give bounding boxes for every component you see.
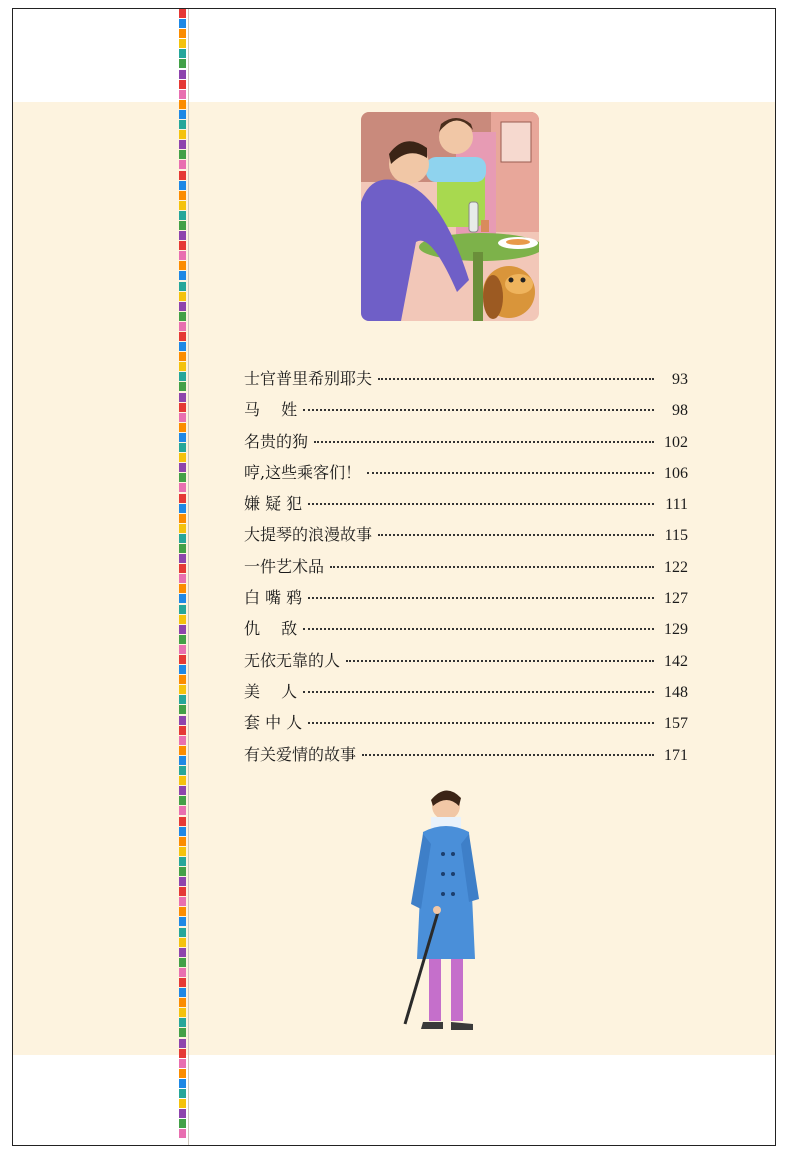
toc-page-number: 122	[664, 558, 688, 576]
binding-color-segment	[179, 645, 186, 654]
binding-color-segment	[179, 877, 186, 886]
binding-color-segment	[179, 665, 186, 674]
toc-leader-dots	[378, 378, 654, 380]
binding-color-segment	[179, 948, 186, 957]
binding-color-segment	[179, 1039, 186, 1048]
binding-color-segment	[179, 544, 186, 553]
toc-entry-title: 美 人	[244, 681, 298, 701]
binding-color-segment	[179, 857, 186, 866]
man-with-cane-illustration	[401, 784, 493, 1034]
binding-color-segment	[179, 988, 186, 997]
toc-page-number: 98	[672, 402, 688, 420]
toc-entry[interactable]	[244, 616, 688, 647]
binding-color-segment	[179, 847, 186, 856]
binding-color-segment	[179, 594, 186, 603]
toc-entry-title: 一件艺术品	[244, 556, 325, 576]
binding-color-segment	[179, 746, 186, 755]
toc-leader-dots	[308, 597, 654, 599]
binding-color-segment	[179, 231, 186, 240]
binding-color-segment	[179, 39, 186, 48]
toc-entry-title: 哼,这些乘客们！	[244, 462, 362, 482]
toc-entry-title: 有关爱情的故事	[244, 744, 357, 764]
toc-page-number: 157	[664, 715, 688, 733]
binding-color-segment	[179, 1109, 186, 1118]
binding-color-segment	[179, 342, 186, 351]
toc-leader-dots	[346, 660, 654, 662]
binding-color-segment	[179, 171, 186, 180]
binding-color-segment	[179, 181, 186, 190]
toc-leader-dots	[308, 722, 654, 724]
toc-entry-title: 套 中 人	[244, 713, 303, 733]
binding-color-segment	[179, 766, 186, 775]
binding-color-segment	[179, 191, 186, 200]
binding-color-segment	[179, 1089, 186, 1098]
binding-color-segment	[179, 201, 186, 210]
binding-color-segment	[179, 907, 186, 916]
binding-color-segment	[179, 130, 186, 139]
binding-color-segment	[179, 675, 186, 684]
binding-color-segment	[179, 261, 186, 270]
binding-color-segment	[179, 372, 186, 381]
toc-page-number: 142	[664, 652, 688, 670]
binding-color-segment	[179, 382, 186, 391]
binding-color-segment	[179, 817, 186, 826]
toc-page-number: 102	[664, 433, 688, 451]
binding-color-segment	[179, 403, 186, 412]
binding-color-segment	[179, 100, 186, 109]
binding-color-segment	[179, 473, 186, 482]
toc-entry-title: 士官普里希别耶夫	[244, 369, 373, 388]
binding-color-segment	[179, 554, 186, 563]
toc-leader-dots	[367, 472, 654, 474]
binding-color-segment	[179, 322, 186, 331]
binding-color-segment	[179, 332, 186, 341]
binding-color-segment	[179, 584, 186, 593]
toc-page-number: 148	[664, 683, 688, 701]
binding-color-segment	[179, 160, 186, 169]
toc-leader-dots	[378, 534, 654, 536]
binding-color-segment	[179, 564, 186, 573]
spine-edge-line	[188, 9, 189, 1146]
binding-color-segment	[179, 29, 186, 38]
toc-leader-dots	[303, 409, 654, 411]
binding-color-segment	[179, 867, 186, 876]
binding-color-segment	[179, 504, 186, 513]
binding-color-segment	[179, 806, 186, 815]
binding-color-segment	[179, 574, 186, 583]
binding-color-segment	[179, 483, 186, 492]
binding-color-segment	[179, 605, 186, 614]
binding-color-segment	[179, 625, 186, 634]
binding-color-segment	[179, 705, 186, 714]
two-men-with-dog-illustration	[361, 112, 539, 321]
toc-entry[interactable]	[244, 554, 688, 585]
binding-color-segment	[179, 615, 186, 624]
binding-color-segment	[179, 433, 186, 442]
binding-color-segment	[179, 695, 186, 704]
binding-color-segment	[179, 393, 186, 402]
binding-color-segment	[179, 312, 186, 321]
toc-page-number: 115	[664, 527, 688, 545]
binding-color-segment	[179, 1119, 186, 1128]
binding-color-segment	[179, 211, 186, 220]
toc-entry[interactable]	[244, 429, 688, 460]
binding-color-segment	[179, 140, 186, 149]
toc-entry[interactable]	[244, 585, 688, 616]
binding-color-segment	[179, 1099, 186, 1108]
toc-entry[interactable]	[244, 742, 688, 773]
binding-color-segment	[179, 1079, 186, 1088]
binding-color-segment	[179, 302, 186, 311]
toc-entry[interactable]	[244, 491, 688, 522]
binding-color-segment	[179, 524, 186, 533]
toc-entry[interactable]	[244, 710, 688, 741]
binding-color-segment	[179, 978, 186, 987]
binding-color-segment	[179, 837, 186, 846]
binding-color-segment	[179, 1008, 186, 1017]
binding-color-segment	[179, 716, 186, 725]
binding-color-segment	[179, 241, 186, 250]
binding-color-segment	[179, 413, 186, 422]
toc-entry-title: 嫌 疑 犯	[244, 494, 303, 514]
binding-color-segment	[179, 827, 186, 836]
binding-color-segment	[179, 1018, 186, 1027]
toc-leader-dots	[308, 503, 654, 505]
binding-color-segment	[179, 352, 186, 361]
toc-page-number: 111	[665, 496, 688, 514]
binding-color-segment	[179, 938, 186, 947]
binding-color-segment	[179, 362, 186, 371]
toc-page-number: 129	[664, 621, 688, 639]
binding-color-segment	[179, 796, 186, 805]
toc-entry-title: 无依无靠的人	[244, 650, 341, 670]
binding-color-segment	[179, 998, 186, 1007]
toc-entry[interactable]	[244, 366, 688, 397]
binding-color-segment	[179, 736, 186, 745]
binding-color-segment	[179, 1049, 186, 1058]
toc-entry[interactable]	[244, 522, 688, 553]
toc-entry[interactable]	[244, 460, 688, 491]
binding-color-segment	[179, 1129, 186, 1138]
binding-color-segment	[179, 463, 186, 472]
binding-color-segment	[179, 726, 186, 735]
toc-entry[interactable]	[244, 648, 688, 679]
binding-color-segment	[179, 59, 186, 68]
binding-color-segment	[179, 110, 186, 119]
toc-entry-title: 仇 敌	[244, 619, 298, 639]
binding-color-segment	[179, 776, 186, 785]
binding-color-segment	[179, 49, 186, 58]
binding-color-segment	[179, 917, 186, 926]
toc-entry-title: 马 姓	[244, 400, 298, 420]
toc-leader-dots	[330, 566, 654, 568]
binding-color-segment	[179, 120, 186, 129]
binding-color-segment	[179, 514, 186, 523]
toc-leader-dots	[362, 754, 654, 756]
binding-color-segment	[179, 453, 186, 462]
toc-entry-title: 名贵的狗	[244, 431, 309, 451]
binding-color-segment	[179, 271, 186, 280]
table-of-contents	[244, 366, 688, 773]
toc-leader-dots	[303, 691, 654, 693]
binding-color-segment	[179, 1028, 186, 1037]
toc-leader-dots	[303, 628, 654, 630]
binding-color-segment	[179, 786, 186, 795]
binding-color-segment	[179, 887, 186, 896]
binding-color-segment	[179, 150, 186, 159]
toc-page-number: 171	[664, 746, 688, 764]
binding-color-segment	[179, 221, 186, 230]
binding-color-segment	[179, 897, 186, 906]
binding-color-segment	[179, 534, 186, 543]
binding-color-segment	[179, 80, 186, 89]
binding-color-segment	[179, 70, 186, 79]
binding-color-segment	[179, 251, 186, 260]
toc-entry[interactable]	[244, 397, 688, 428]
binding-color-segment	[179, 90, 186, 99]
binding-color-segment	[179, 282, 186, 291]
toc-entry[interactable]	[244, 679, 688, 710]
binding-color-segment	[179, 635, 186, 644]
toc-leader-dots	[314, 441, 654, 443]
toc-entry-title: 大提琴的浪漫故事	[244, 525, 373, 545]
binding-color-segment	[179, 1069, 186, 1078]
toc-entry-title: 白 嘴 鸦	[244, 588, 303, 608]
binding-color-segment	[179, 9, 186, 18]
binding-color-segment	[179, 928, 186, 937]
toc-page-number: 106	[664, 464, 688, 482]
binding-color-segment	[179, 968, 186, 977]
binding-color-segment	[179, 494, 186, 503]
binding-color-segment	[179, 756, 186, 765]
binding-color-segment	[179, 19, 186, 28]
binding-color-segment	[179, 443, 186, 452]
binding-color-segment	[179, 1059, 186, 1068]
binding-color-segment	[179, 655, 186, 664]
book-page	[12, 8, 776, 1146]
binding-color-segment	[179, 958, 186, 967]
toc-page-number: 127	[664, 590, 688, 608]
toc-page-number: 93	[672, 371, 688, 388]
binding-color-segment	[179, 292, 186, 301]
binding-color-segment	[179, 685, 186, 694]
binding-color-segment	[179, 423, 186, 432]
spine-binding-strip	[179, 9, 186, 1146]
